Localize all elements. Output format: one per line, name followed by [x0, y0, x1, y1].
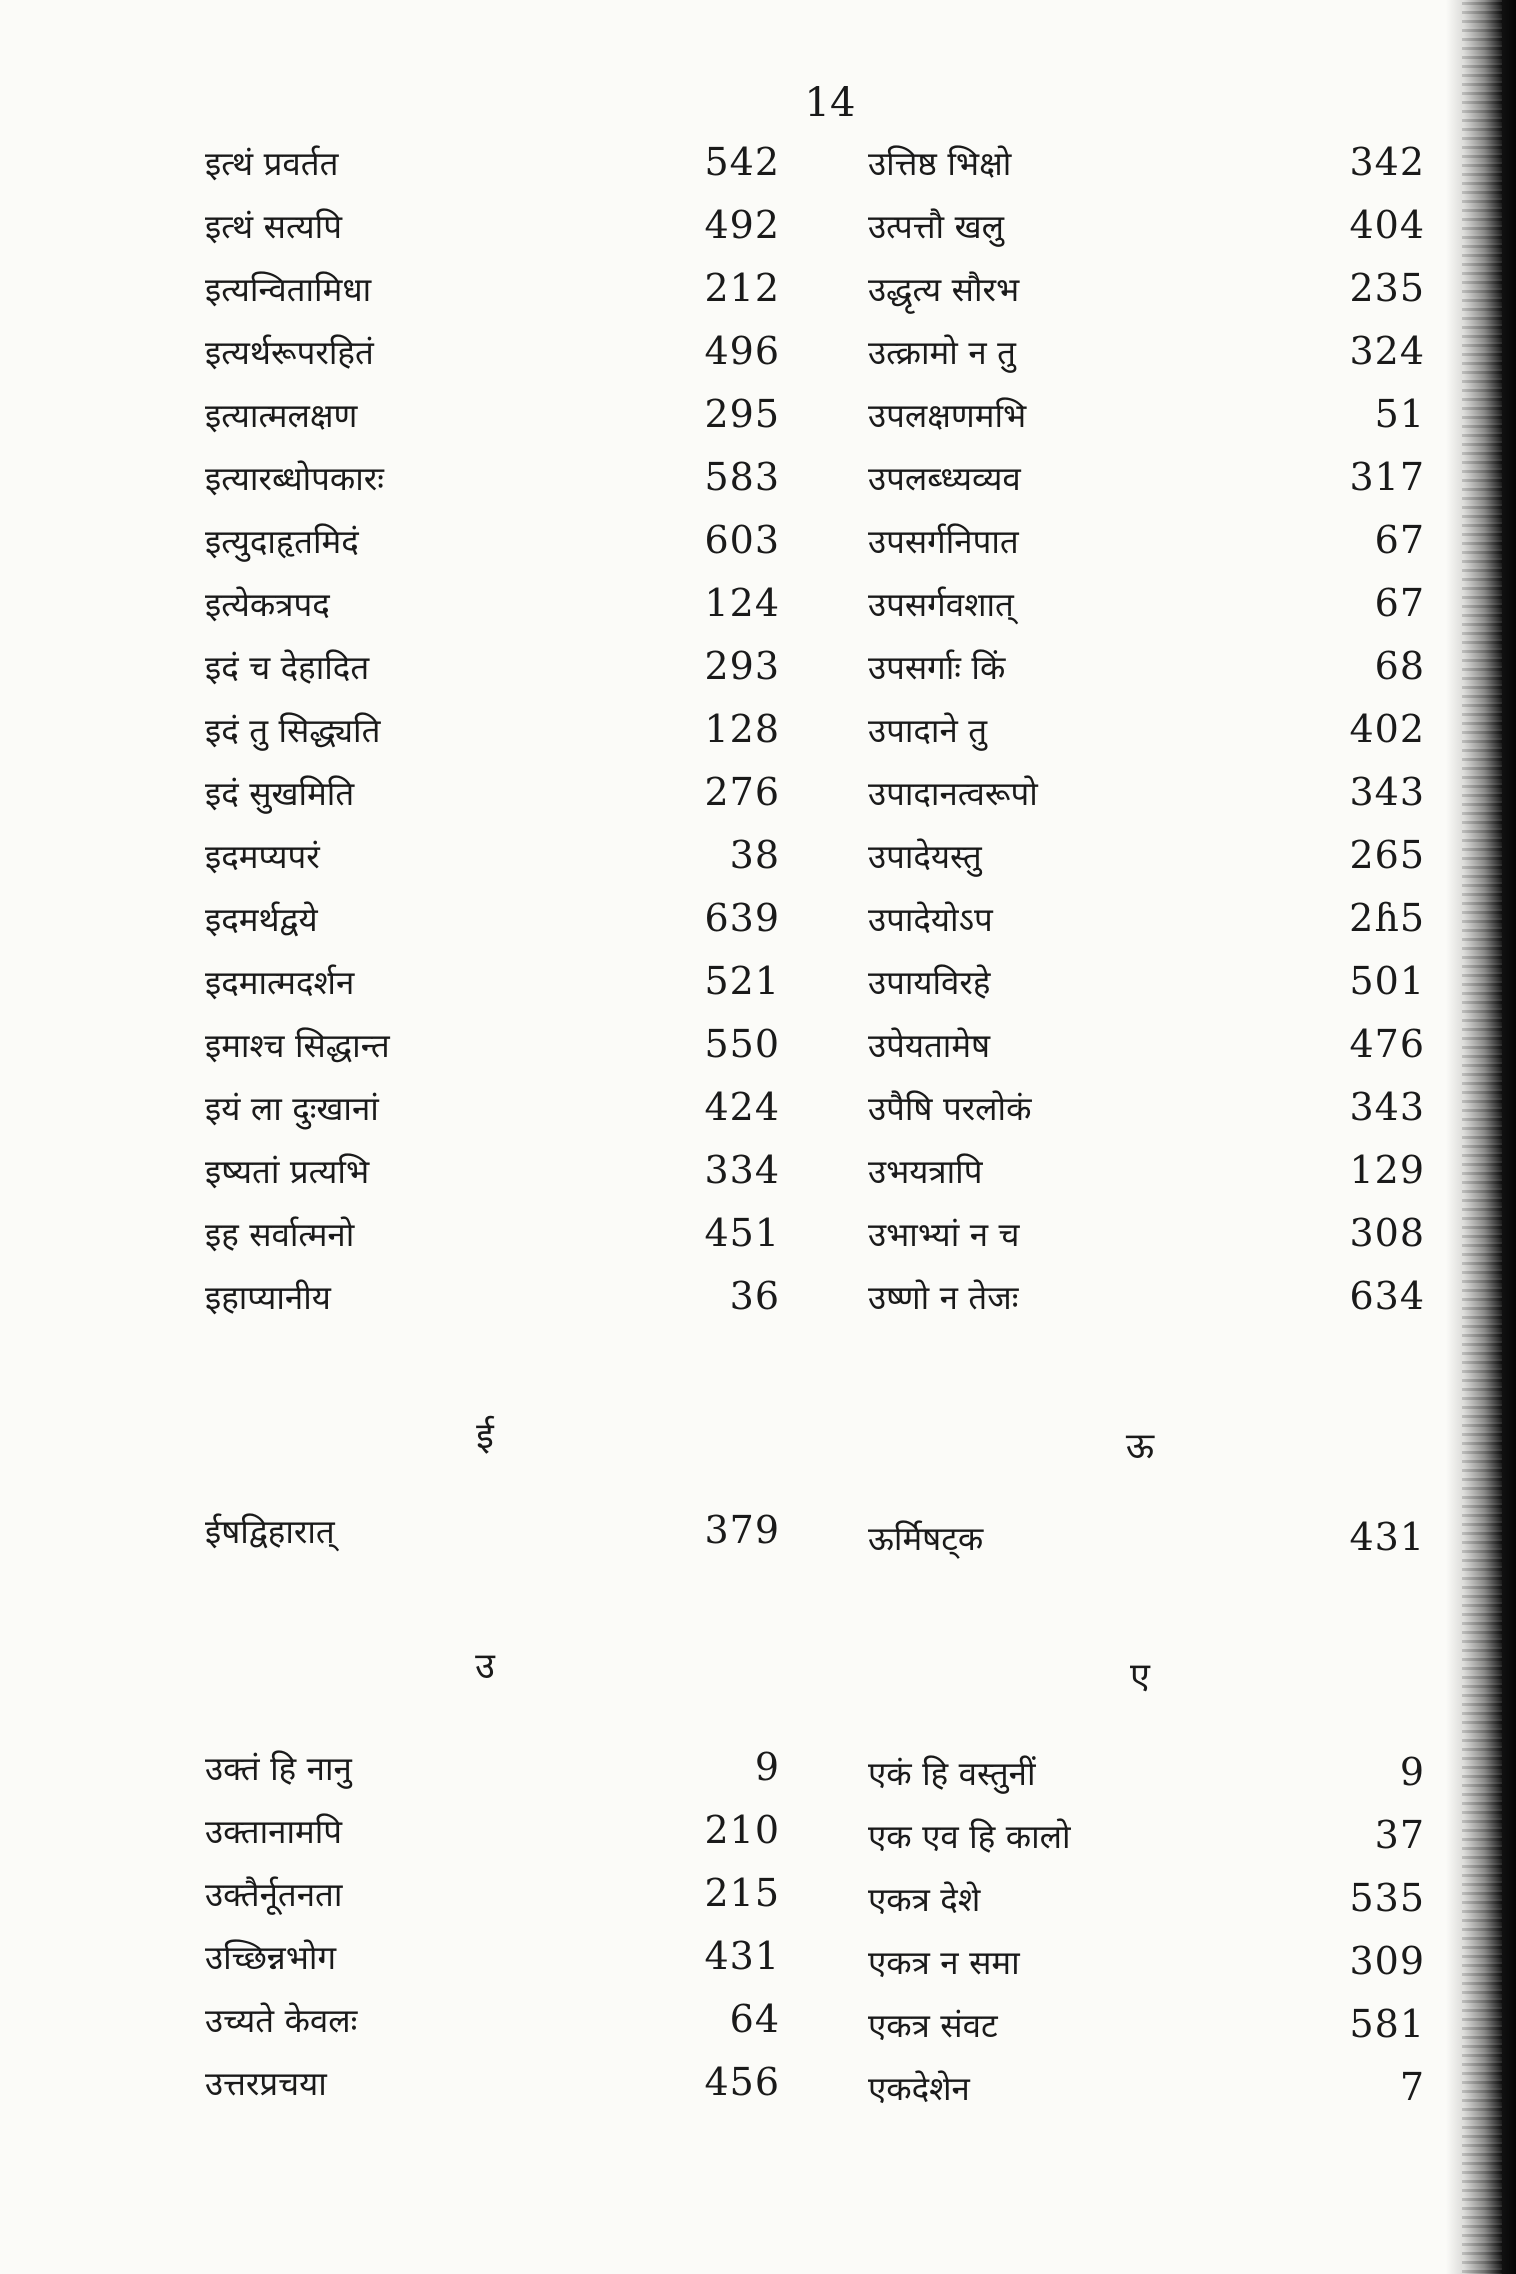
index-entry [850, 392, 1425, 455]
index-entry [850, 455, 1425, 518]
entry-text: इत्येकत्रपद [205, 585, 330, 624]
index-entry [205, 1085, 780, 1148]
entry-text: उभयत्रापि [868, 1152, 983, 1191]
index-entry [205, 2060, 780, 2123]
entry-page-number: 639 [704, 896, 780, 940]
entry-page-number: 38 [729, 833, 780, 877]
index-entry [205, 644, 780, 707]
entry-text: इदं च देहादित [205, 648, 370, 687]
index-entry [850, 1876, 1425, 1939]
index-entry [850, 1515, 1425, 1578]
page-number: 14 [804, 80, 856, 126]
section-heading-u: उ [475, 1646, 495, 1687]
entry-text: उपायविरहे [868, 963, 991, 1002]
entry-text: उच्छिन्नभोग [205, 1938, 337, 1977]
entry-text: उच्यते केवलः [205, 2001, 358, 2040]
entry-page-number: 7 [1399, 2065, 1425, 2109]
index-entry [850, 1022, 1425, 1085]
entry-page-number: 379 [704, 1508, 780, 1552]
index-entry [850, 581, 1425, 644]
index-entry [850, 959, 1425, 1022]
entry-page-number: 550 [704, 1022, 780, 1066]
entry-text: उष्णो न तेजः [868, 1278, 1019, 1317]
section-heading-ii: ई [476, 1416, 494, 1457]
entry-page-number: 2ɦ5 [1349, 896, 1425, 940]
entry-text: एकं हि वस्तुनीं [868, 1754, 1036, 1793]
section-ii-list [205, 1508, 780, 1571]
entry-page-number: 68 [1374, 644, 1425, 688]
index-entry [205, 392, 780, 455]
index-entry [205, 1274, 780, 1337]
index-entry [850, 203, 1425, 266]
entry-text: उपसर्गवशात् [868, 585, 1014, 624]
entry-text: उक्तैर्नूतनता [205, 1875, 343, 1914]
index-entry [850, 707, 1425, 770]
entry-text: इदं तु सिद्ध्यति [205, 711, 381, 750]
entry-page-number: 128 [704, 707, 780, 751]
section-heading-e: ए [1130, 1656, 1150, 1697]
entry-page-number: 324 [1349, 329, 1425, 373]
index-entry [850, 1211, 1425, 1274]
index-entry [205, 1934, 780, 1997]
entry-text: ईषद्विहारात् [205, 1512, 335, 1551]
index-entry [850, 896, 1425, 959]
right-main-column [850, 140, 1425, 1337]
index-entry [205, 959, 780, 1022]
entry-page-number: 9 [754, 1745, 780, 1789]
entry-page-number: 431 [1349, 1515, 1425, 1559]
entry-text: एकत्र देशे [868, 1880, 981, 1919]
index-entry [205, 203, 780, 266]
entry-text: उभाभ्यां न च [868, 1215, 1020, 1254]
entry-page-number: 129 [1349, 1148, 1425, 1192]
entry-text: इहाप्यानीय [205, 1278, 331, 1317]
entry-page-number: 309 [1349, 1939, 1425, 1983]
index-entry [205, 1022, 780, 1085]
entry-text: उपलब्ध्यव्यव [868, 459, 1021, 498]
index-entry [850, 2065, 1425, 2128]
left-main-column [205, 140, 780, 1337]
entry-text: एक एव हि कालो [868, 1817, 1071, 1856]
entry-page-number: 583 [704, 455, 780, 499]
entry-page-number: 215 [704, 1871, 780, 1915]
entry-page-number: 501 [1349, 959, 1425, 1003]
entry-text: इत्थं सत्यपि [205, 207, 342, 246]
index-entry [850, 1939, 1425, 2002]
index-entry [850, 1148, 1425, 1211]
entry-page-number: 542 [704, 140, 780, 184]
entry-text: उपसर्गनिपात [868, 522, 1019, 561]
index-entry [850, 644, 1425, 707]
index-entry [850, 140, 1425, 203]
index-entry [205, 896, 780, 959]
entry-text: उक्तं हि नानु [205, 1749, 352, 1788]
entry-page-number: 402 [1349, 707, 1425, 751]
entry-page-number: 431 [704, 1934, 780, 1978]
entry-page-number: 451 [704, 1211, 780, 1255]
index-entry [205, 707, 780, 770]
entry-text: इदमर्थद्वये [205, 900, 318, 939]
entry-text: इयं ला दुःखानां [205, 1089, 379, 1128]
index-entry [850, 329, 1425, 392]
index-entry [850, 1750, 1425, 1813]
entry-page-number: 276 [704, 770, 780, 814]
entry-text: इष्यतां प्रत्यभि [205, 1152, 370, 1191]
entry-text: इत्थं प्रवर्तत [205, 144, 339, 183]
entry-page-number: 124 [704, 581, 780, 625]
entry-page-number: 404 [1349, 203, 1425, 247]
entry-page-number: 603 [704, 518, 780, 562]
entry-page-number: 424 [704, 1085, 780, 1129]
entry-text: उद्धृत्य सौरभ [868, 270, 1020, 309]
entry-text: उपादाने तु [868, 711, 988, 750]
index-entry [850, 833, 1425, 896]
entry-text: उपादेयोऽप [868, 900, 993, 939]
index-entry [850, 1813, 1425, 1876]
entry-text: उपलक्षणमभि [868, 396, 1027, 435]
entry-text: इदमप्यपरं [205, 837, 320, 876]
index-entry [205, 1997, 780, 2060]
entry-page-number: 317 [1349, 455, 1425, 499]
entry-page-number: 210 [704, 1808, 780, 1852]
index-entry [205, 140, 780, 203]
entry-page-number: 51 [1374, 392, 1425, 436]
index-entry [205, 1508, 780, 1571]
index-entry [850, 770, 1425, 833]
entry-text: उपसर्गाः किं [868, 648, 1006, 687]
entry-text: इदं सुखमिति [205, 774, 355, 813]
entry-page-number: 235 [1349, 266, 1425, 310]
section-u-list [205, 1745, 780, 2123]
entry-page-number: 343 [1349, 1085, 1425, 1129]
entry-page-number: 634 [1349, 1274, 1425, 1318]
entry-page-number: 343 [1349, 770, 1425, 814]
entry-text: इत्यन्वितामिधा [205, 270, 372, 309]
entry-text: उपादेयस्तु [868, 837, 982, 876]
index-entry [205, 770, 780, 833]
entry-page-number: 9 [1399, 1750, 1425, 1794]
entry-text: इत्यारब्धोपकारः [205, 459, 384, 498]
index-entry [205, 1211, 780, 1274]
entry-page-number: 36 [729, 1274, 780, 1318]
index-entry [850, 1274, 1425, 1337]
entry-page-number: 64 [729, 1997, 780, 2041]
index-entry [205, 518, 780, 581]
entry-page-number: 67 [1374, 518, 1425, 562]
entry-text: इह सर्वात्मनो [205, 1215, 355, 1254]
entry-text: उत्पत्तौ खलु [868, 207, 1004, 246]
entry-page-number: 295 [704, 392, 780, 436]
entry-text: एकत्र न समा [868, 1943, 1020, 1982]
entry-page-number: 37 [1374, 1813, 1425, 1857]
entry-text: उपादानत्वरूपो [868, 774, 1038, 813]
entry-page-number: 67 [1374, 581, 1425, 625]
index-entry [205, 455, 780, 518]
entry-page-number: 581 [1349, 2002, 1425, 2046]
entry-text: उक्तानामपि [205, 1812, 343, 1851]
section-uu-list [850, 1515, 1425, 1578]
entry-page-number: 535 [1349, 1876, 1425, 1920]
section-heading-uu: ऊ [1125, 1426, 1155, 1467]
entry-text: इत्यर्थरूपरहितं [205, 333, 374, 372]
index-entry [205, 1808, 780, 1871]
entry-text: एकदेशेन [868, 2069, 970, 2108]
entry-text: उत्तिष्ठ भिक्षो [868, 144, 1012, 183]
entry-text: उपेयतामेष [868, 1026, 991, 1065]
page-edge-texture [1462, 0, 1502, 2274]
index-entry [205, 1871, 780, 1934]
entry-text: उत्क्रामो न तु [868, 333, 1016, 372]
entry-text: इमाश्च सिद्धान्त [205, 1026, 390, 1065]
entry-page-number: 492 [704, 203, 780, 247]
index-entry [205, 1148, 780, 1211]
index-entry [205, 1745, 780, 1808]
section-e-list [850, 1750, 1425, 2128]
entry-text: एकत्र संवट [868, 2006, 998, 2045]
entry-text: उत्तरप्रचया [205, 2064, 327, 2103]
index-entry [205, 329, 780, 392]
entry-page-number: 334 [704, 1148, 780, 1192]
entry-page-number: 265 [1349, 833, 1425, 877]
entry-text: उपैषि परलोकं [868, 1089, 1032, 1128]
entry-text: ऊर्मिषट्क [868, 1519, 984, 1558]
entry-page-number: 342 [1349, 140, 1425, 184]
entry-page-number: 521 [704, 959, 780, 1003]
entry-page-number: 293 [704, 644, 780, 688]
index-entry [205, 833, 780, 896]
entry-page-number: 476 [1349, 1022, 1425, 1066]
entry-text: इत्युदाहृतमिदं [205, 522, 359, 561]
index-entry [850, 518, 1425, 581]
index-entry [850, 266, 1425, 329]
entry-text: इत्यात्मलक्षण [205, 396, 358, 435]
index-entry [850, 2002, 1425, 2065]
entry-page-number: 456 [704, 2060, 780, 2104]
entry-text: इदमात्मदर्शन [205, 963, 355, 1002]
index-entry [850, 1085, 1425, 1148]
entry-page-number: 308 [1349, 1211, 1425, 1255]
index-entry [205, 581, 780, 644]
entry-page-number: 212 [704, 266, 780, 310]
entry-page-number: 496 [704, 329, 780, 373]
index-entry [205, 266, 780, 329]
